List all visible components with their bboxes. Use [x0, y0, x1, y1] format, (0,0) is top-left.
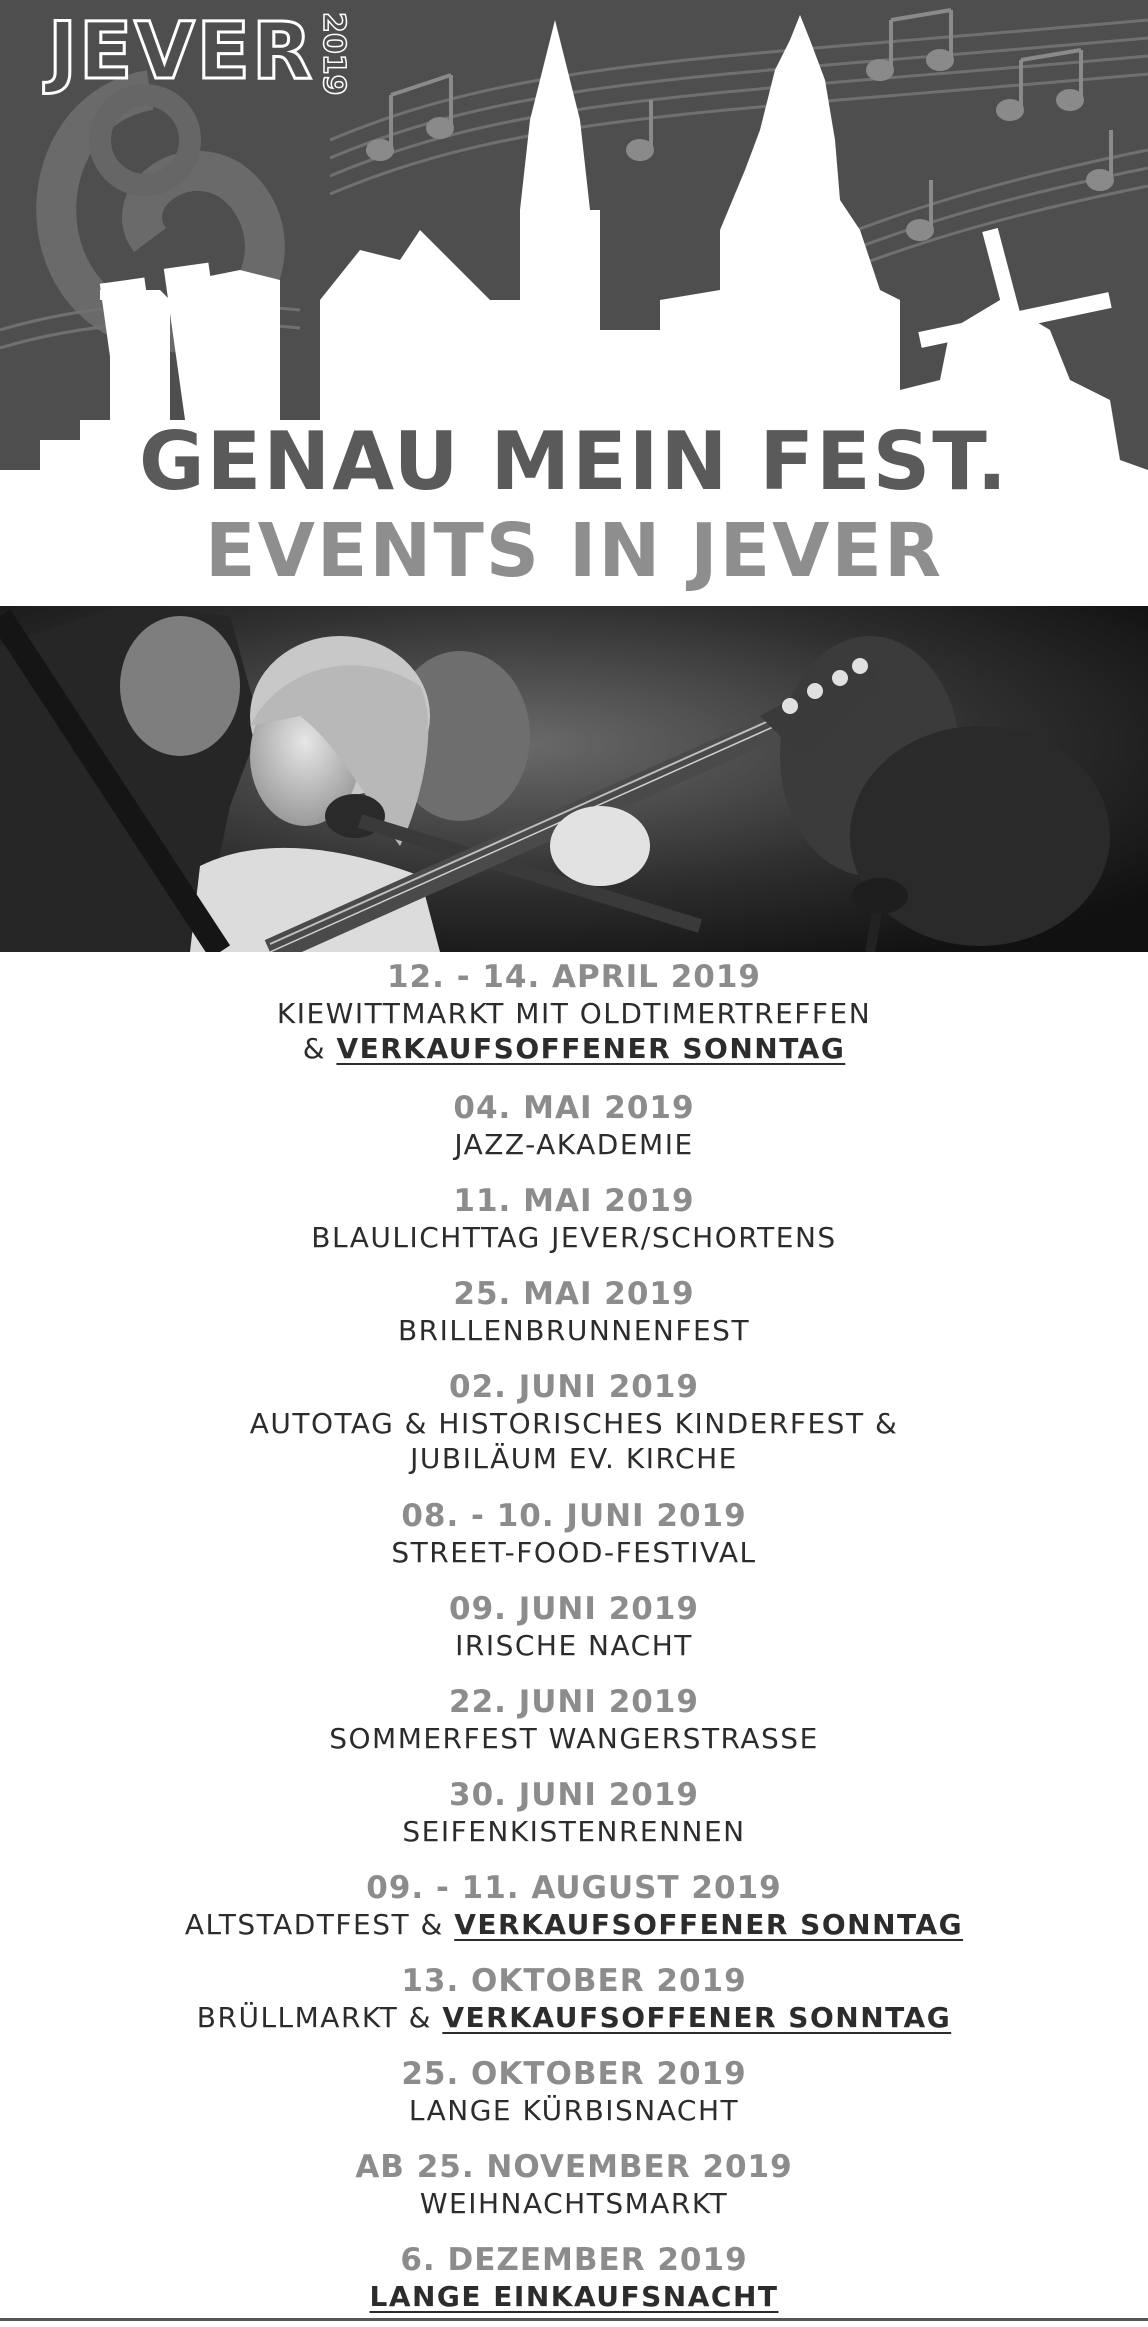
event-date: 04. MAI 2019: [453, 1090, 695, 1126]
event-item: [0, 2055, 1148, 2128]
event-item: [0, 1683, 1148, 1756]
event-date: 08. - 10. JUNI 2019: [401, 1498, 747, 1534]
event-date: 12. - 14. APRIL 2019: [386, 959, 762, 995]
event-title: STREET-FOOD-FESTIVAL: [391, 1536, 757, 1569]
event-date: 22. JUNI 2019: [449, 1684, 699, 1720]
page-subtitle: EVENTS IN JEVER: [205, 508, 943, 594]
event-item: [0, 1497, 1148, 1570]
event-title: SEIFENKISTENRENNEN: [402, 1815, 746, 1848]
highlight-label: LANGE EINKAUFSNACHT: [369, 2280, 779, 2313]
event-item: [0, 1275, 1148, 1348]
event-item: [0, 2241, 1148, 2314]
event-title-line2: JUBILÄUM EV. KIRCHE: [410, 1442, 738, 1475]
highlight-label: VERKAUFSOFFENER SONNTAG: [442, 2001, 952, 2034]
logo-year: 2019: [316, 12, 352, 96]
event-item: [0, 2148, 1148, 2221]
highlight-label: VERKAUFSOFFENER SONNTAG: [454, 1908, 964, 1941]
event-title: BLAULICHTTAG JEVER/SCHORTENS: [311, 1221, 837, 1254]
event-title: WEIHNACHTSMARKT: [419, 2187, 729, 2220]
event-title: KIEWITTMARKT MIT OLDTIMERTREFFEN: [276, 997, 872, 1030]
event-item: [0, 1368, 1148, 1476]
event-title: SOMMERFEST WANGERSTRASSE: [329, 1722, 819, 1755]
event-title: IRISCHE NACHT: [455, 1629, 693, 1662]
event-title: ALTSTADTFEST & VERKAUFSOFFENER SONNTAG: [184, 1908, 964, 1941]
bottom-rule: [0, 2318, 1148, 2321]
event-date: 09. - 11. AUGUST 2019: [366, 1870, 782, 1906]
event-title: JAZZ-AKADEMIE: [454, 1128, 694, 1161]
event-item: [0, 1590, 1148, 1663]
jever-logo: [48, 6, 352, 97]
header-banner: [0, 0, 1148, 606]
event-item: [0, 1776, 1148, 1849]
event-title: AUTOTAG & HISTORISCHES KINDERFEST &: [249, 1407, 899, 1440]
event-item: [0, 1089, 1148, 1162]
event-date: 11. MAI 2019: [453, 1183, 695, 1219]
event-item: [0, 1962, 1148, 2035]
event-item: [0, 1869, 1148, 1942]
page-title: GENAU MEIN FEST.: [138, 415, 1010, 508]
event-title: BRILLENBRUNNENFEST: [397, 1314, 751, 1347]
event-title-line2: & VERKAUFSOFFENER SONNTAG: [302, 1032, 846, 1065]
event-item: [0, 1182, 1148, 1255]
highlight-label: VERKAUFSOFFENER SONNTAG: [336, 1032, 846, 1065]
event-title: BRÜLLMARKT & VERKAUFSOFFENER SONNTAG: [196, 2001, 952, 2034]
band-photo: [0, 606, 1148, 952]
event-date: 25. MAI 2019: [453, 1276, 695, 1312]
event-item: [0, 958, 1148, 1066]
event-date: 6. DEZEMBER 2019: [400, 2242, 748, 2278]
event-date: AB 25. NOVEMBER 2019: [355, 2149, 793, 2185]
event-title: [0, 2279, 1148, 2314]
event-date: 25. OKTOBER 2019: [401, 2056, 747, 2092]
event-title: LANGE KÜRBISNACHT: [408, 2094, 740, 2127]
event-date: 13. OKTOBER 2019: [401, 1963, 747, 1999]
event-date: 30. JUNI 2019: [449, 1777, 699, 1813]
logo-word: JEVER: [48, 6, 315, 97]
event-date: 02. JUNI 2019: [449, 1369, 699, 1405]
event-date: 09. JUNI 2019: [449, 1591, 699, 1627]
band-photo-image: [0, 606, 1148, 952]
